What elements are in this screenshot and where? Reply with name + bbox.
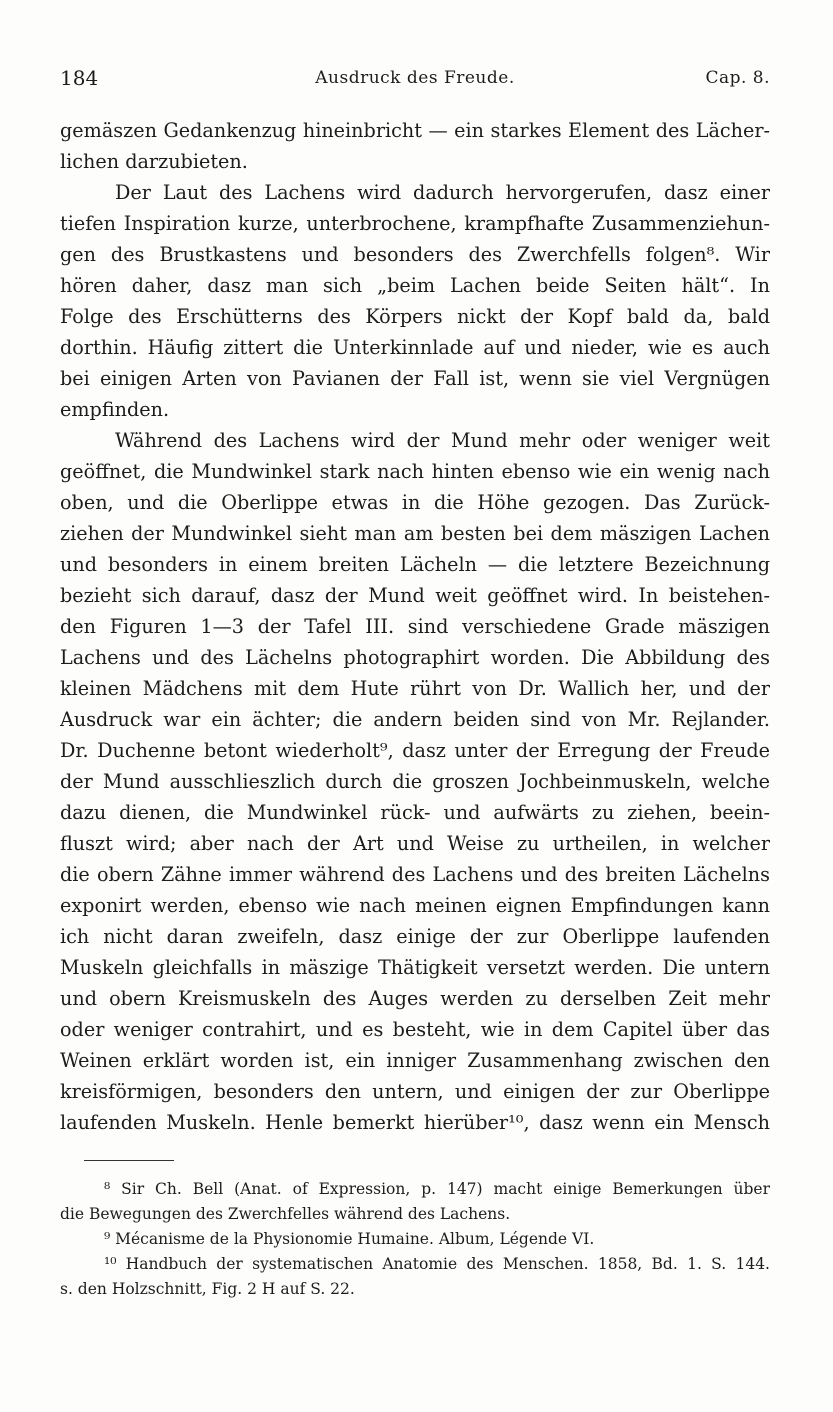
text-line: Während des Lachens wird der Mund mehr oder weniger weit <box>115 429 770 452</box>
text-line: laufenden Muskeln. Henle bemerkt hierüber¹⁰, dasz wenn ein Mensch <box>60 1111 770 1134</box>
footnote-line: ⁹ Mécanisme de la Physionomie Humaine. Album, Légende VI. <box>104 1230 595 1248</box>
footnote-line: ¹⁰ Handbuch der systematischen Anatomie des Menschen. 1858, Bd. 1. S. 144. <box>104 1255 770 1273</box>
text-line: Muskeln gleichfalls in mäszige Thätigkeit versetzt werden. Die untern <box>60 956 770 979</box>
text-line: den Figuren 1—3 der Tafel III. sind verschiedene Grade mäszigen <box>60 615 770 638</box>
text-line: exponirt werden, ebenso wie nach meinen eignen Empfindungen kann <box>60 894 770 917</box>
text-line: hören daher, dasz man sich „beim Lachen beide Seiten hält“. In <box>60 274 770 297</box>
text-line: empfinden. <box>60 398 170 421</box>
footnote-line: ⁸ Sir Ch. Bell (Anat. of Expression, p. 147) macht einige Bemerkungen über <box>104 1180 770 1198</box>
text-line: Dr. Duchenne betont wiederholt⁹, dasz unter der Erregung der Freude <box>60 739 770 762</box>
running-title: Ausdruck des Freude. <box>315 68 515 88</box>
text-line: Der Laut des Lachens wird dadurch hervorgerufen, dasz einer <box>115 181 770 204</box>
text-line: Lachens und des Lächelns photographirt worden. Die Abbildung des <box>60 646 770 669</box>
text-line: und obern Kreismuskeln des Auges werden zu derselben Zeit mehr <box>60 987 770 1010</box>
text-line: Ausdruck war ein ächter; die andern beiden sind von Mr. Rejlander. <box>60 708 770 731</box>
page-number: 184 <box>60 66 99 90</box>
text-line: dazu dienen, die Mundwinkel rück- und aufwärts zu ziehen, beein- <box>60 801 770 824</box>
text-line: kleinen Mädchens mit dem Hute rührt von Dr. Wallich her, und der <box>60 677 770 700</box>
text-line: tiefen Inspiration kurze, unterbrochene, krampfhafte Zusammenziehun- <box>60 212 770 235</box>
text-line: Weinen erklärt worden ist, ein inniger Zusammenhang zwischen den <box>60 1049 770 1072</box>
text-line: geöffnet, die Mundwinkel stark nach hinten ebenso wie ein wenig nach <box>60 460 770 483</box>
footnote-line: s. den Holzschnitt, Fig. 2 H auf S. 22. <box>60 1280 355 1298</box>
text-line: dorthin. Häufig zittert die Unterkinnlade auf und nieder, wie es auch <box>60 336 770 359</box>
text-line: lichen darzubieten. <box>60 150 248 173</box>
text-line: gemäszen Gedankenzug hineinbricht — ein starkes Element des Lächer- <box>60 119 770 142</box>
text-line: kreisförmigen, besonders den untern, und einigen der zur Oberlippe <box>60 1080 770 1103</box>
footnotes <box>60 1177 770 1302</box>
text-line: bezieht sich darauf, dasz der Mund weit geöffnet wird. In beistehen- <box>60 584 770 607</box>
text-line: gen des Brustkastens und besonders des Zwerchfells folgen⁸. Wir <box>60 243 770 266</box>
text-line: und besonders in einem breiten Lächeln — die letztere Bezeichnung <box>60 553 770 576</box>
text-line: ziehen der Mundwinkel sieht man am besten bei dem mäszigen Lachen <box>60 522 770 545</box>
text-line: oder weniger contrahirt, und es besteht, wie in dem Capitel über das <box>60 1018 770 1041</box>
footnote-line: die Bewegungen des Zwerchfelles während des Lachens. <box>60 1205 511 1223</box>
text-line: bei einigen Arten von Pavianen der Fall ist, wenn sie viel Vergnügen <box>60 367 770 390</box>
running-header <box>60 66 770 96</box>
main-text <box>60 115 770 1138</box>
text-line: oben, und die Oberlippe etwas in die Höhe gezogen. Das Zurück- <box>60 491 770 514</box>
text-line: fluszt wird; aber nach der Art und Weise zu urtheilen, in welcher <box>60 832 770 855</box>
text-line: die obern Zähne immer während des Lachens und des breiten Lächelns <box>60 863 770 886</box>
text-line: Folge des Erschütterns des Körpers nickt der Kopf bald da, bald <box>60 305 770 328</box>
text-line: der Mund ausschlieszlich durch die groszen Jochbeinmuskeln, welche <box>60 770 770 793</box>
text-line: ich nicht daran zweifeln, dasz einige der zur Oberlippe laufenden <box>60 925 770 948</box>
footnote-rule <box>84 1160 174 1161</box>
chapter-label: Cap. 8. <box>705 68 770 88</box>
